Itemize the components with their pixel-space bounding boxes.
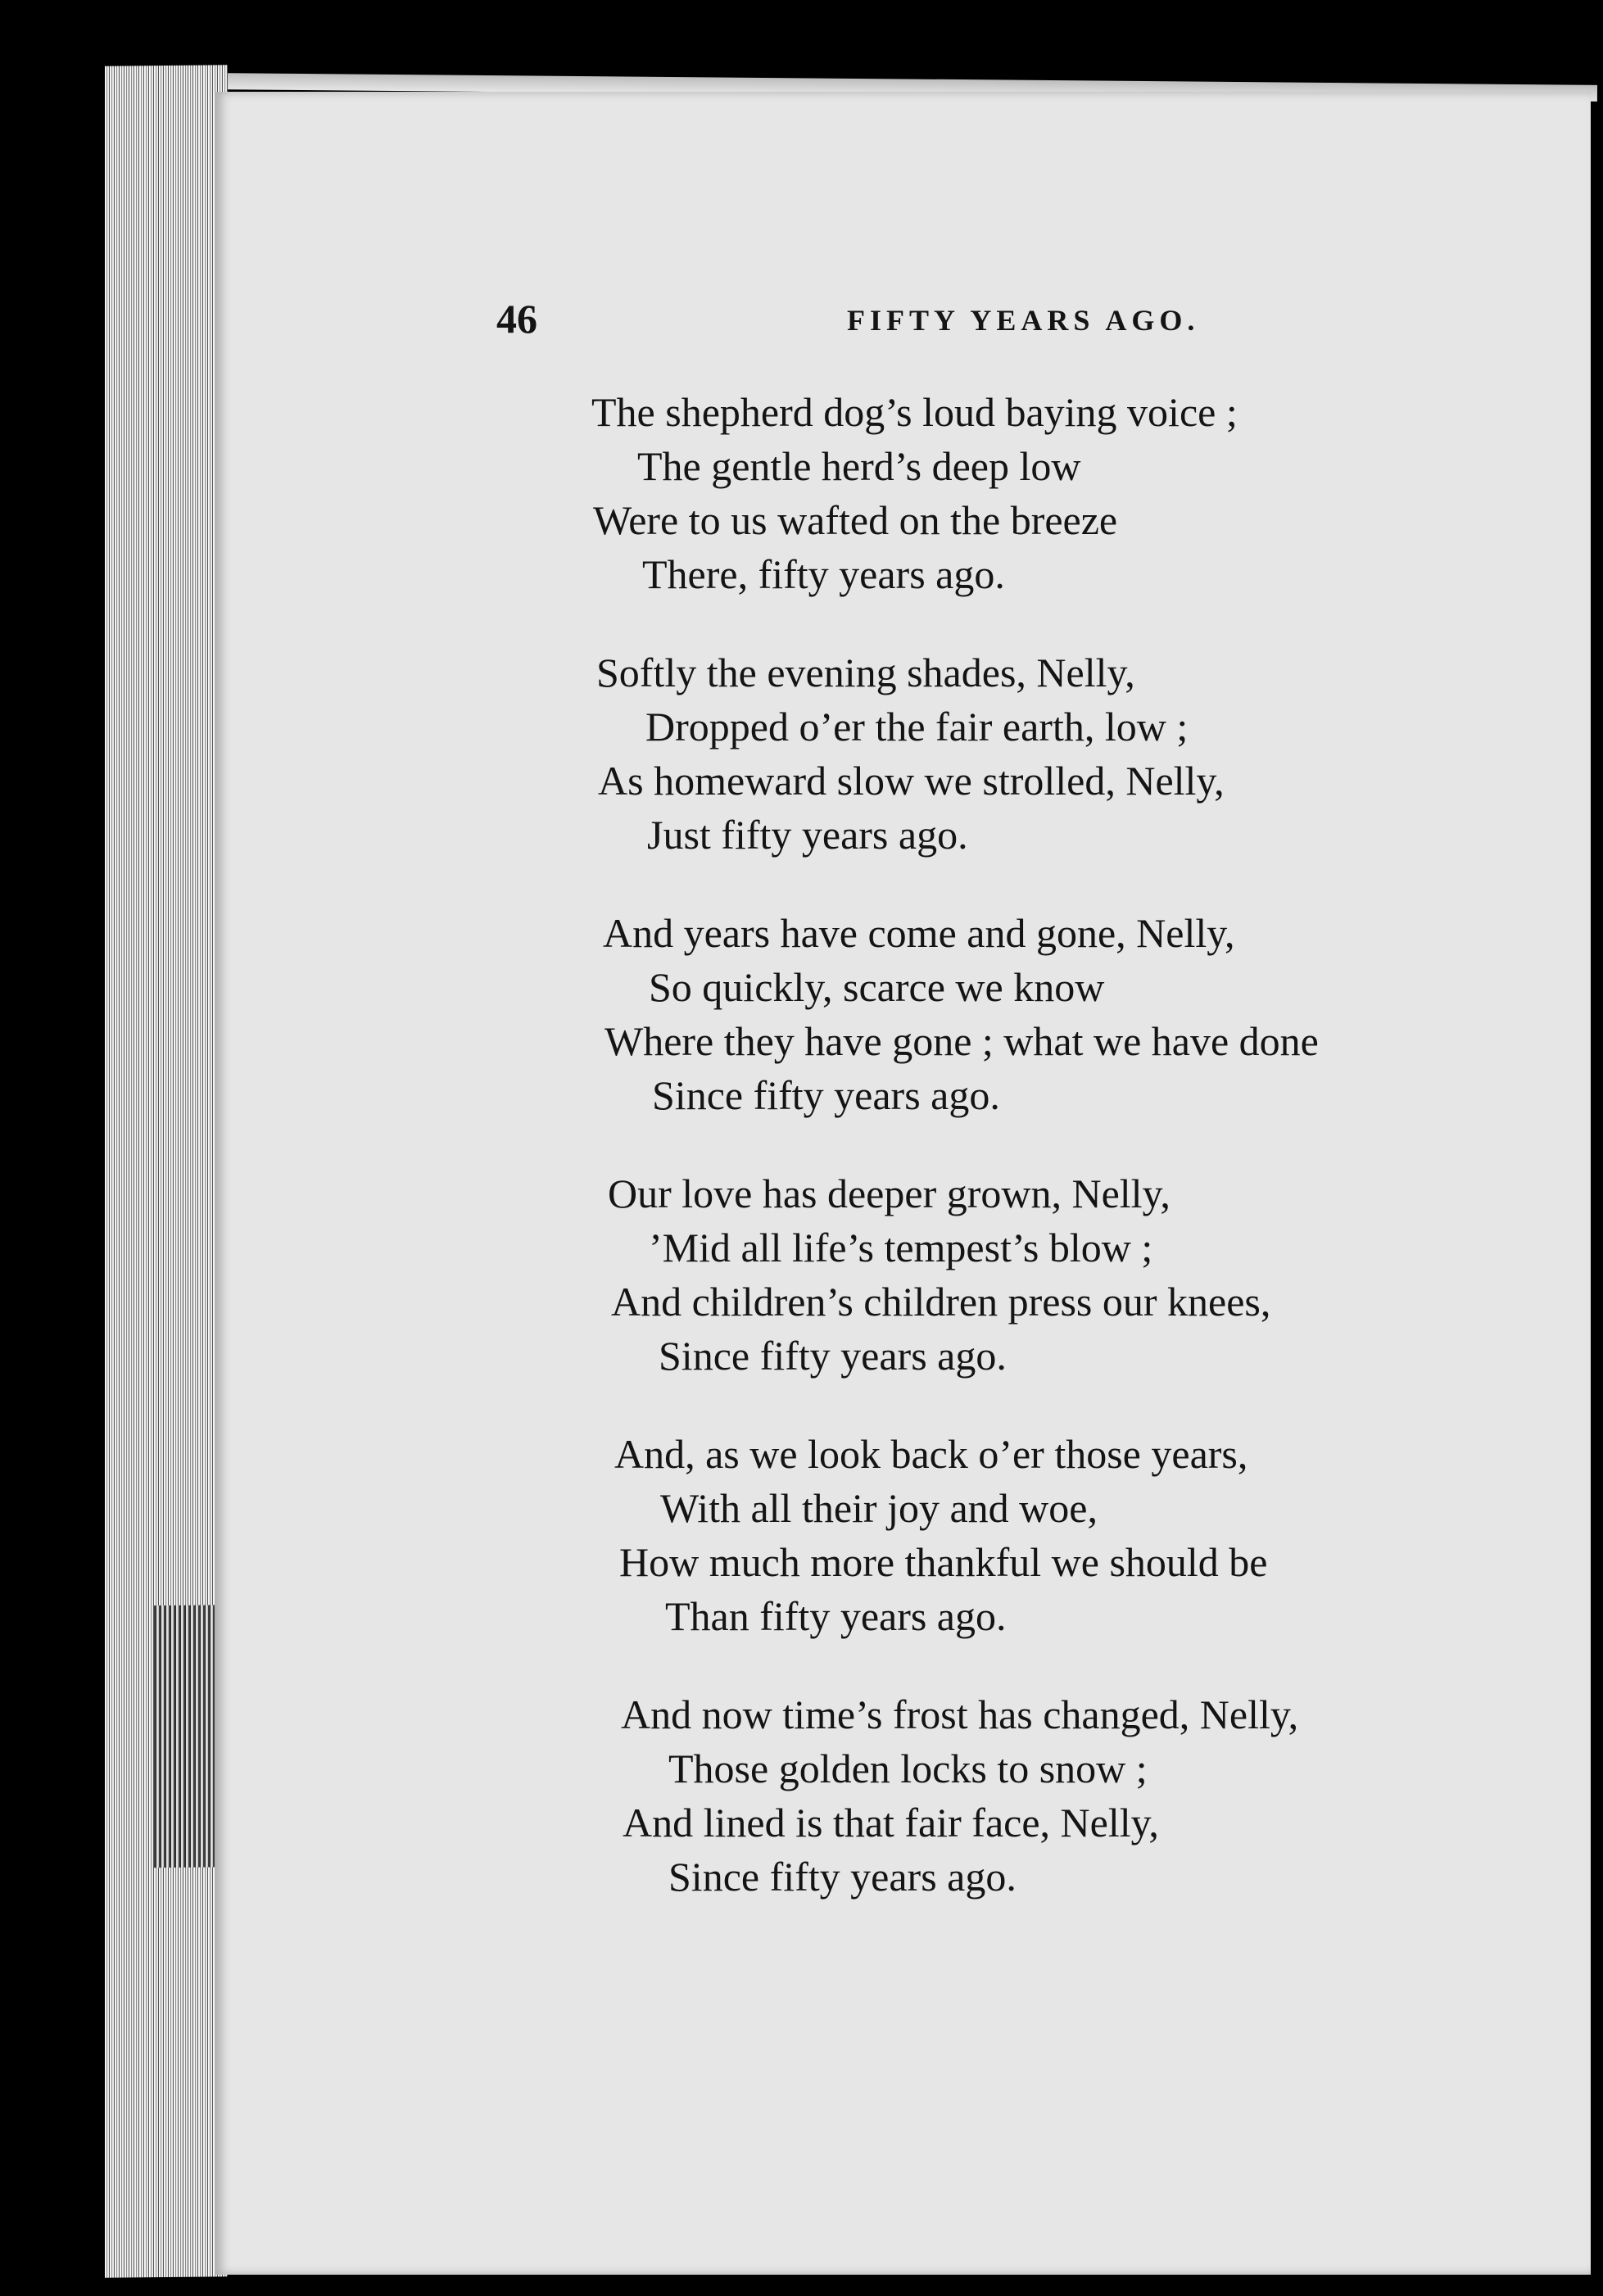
poem-line: Softly the evening shades, Nelly, <box>596 650 1135 695</box>
poem-line: Than fifty years ago. <box>665 1593 1007 1639</box>
poem-line: With all their joy and woe, <box>660 1485 1098 1531</box>
poem-line: As homeward slow we strolled, Nelly, <box>598 758 1225 804</box>
poem-line: And lined is that fair face, Nelly, <box>623 1800 1159 1845</box>
poem-line: Dropped o’er the fair earth, low ; <box>645 704 1189 749</box>
poem-line: ’Mid all life’s tempest’s blow ; <box>649 1225 1153 1270</box>
poem-line: The gentle herd’s deep low <box>637 443 1081 489</box>
poem-line: And, as we look back o’er those years, <box>614 1431 1248 1477</box>
poem-line: How much more thankful we should be <box>619 1539 1268 1585</box>
page-number: 46 <box>496 296 537 342</box>
poem-line: Were to us wafted on the breeze <box>593 497 1118 543</box>
poem-line: Since fifty years ago. <box>668 1854 1017 1900</box>
poem-line: And years have come and gone, Nelly, <box>603 910 1235 956</box>
poem-line: And now time’s frost has changed, Nelly, <box>621 1691 1299 1737</box>
poem-line: Our love has deeper grown, Nelly, <box>608 1171 1171 1216</box>
poem-line: So quickly, scarce we know <box>649 964 1105 1010</box>
running-head-title: FIFTY YEARS AGO. <box>847 304 1200 337</box>
stacked-page-edges <box>105 65 228 2278</box>
poem-line: Since fifty years ago. <box>652 1072 1000 1118</box>
poem-line: The shepherd dog’s loud baying voice ; <box>591 389 1238 435</box>
poem-line: Where they have gone ; what we have done <box>605 1018 1319 1064</box>
poem-line: Just fifty years ago. <box>647 812 968 858</box>
poem-line: Since fifty years ago. <box>659 1333 1007 1379</box>
poem-line: There, fifty years ago. <box>642 551 1005 597</box>
poem-line: Those golden locks to snow ; <box>668 1746 1148 1791</box>
poem-line: And children’s children press our knees, <box>611 1279 1271 1325</box>
